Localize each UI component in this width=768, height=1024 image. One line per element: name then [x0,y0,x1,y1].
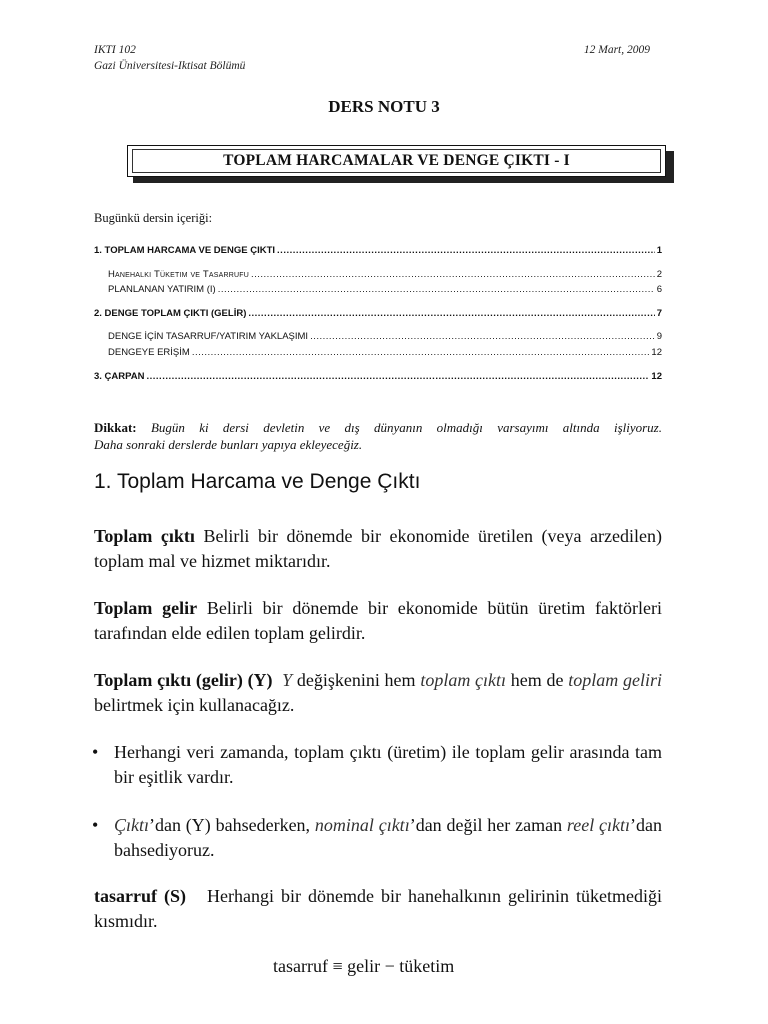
definition-y-variable [94,668,662,718]
boxed-title: TOPLAM HARCAMALAR VE DENGE ÇIKTI - I [132,149,661,173]
course-code: IKTI 102 [94,44,136,56]
saving-equation: tasarruf ≡ gelir − tüketim [273,956,455,976]
italic-term: toplam çıktı [420,670,507,690]
text-part: belirtmek için kullanacağız. [94,695,295,715]
toc-leader [310,331,655,342]
date: 12 Mart, 2009 [583,44,650,56]
text-part: ’dan değil her zaman [409,815,563,835]
italic-term: nominal çıktı [314,815,410,835]
toc-entry-3[interactable] [94,371,662,382]
bullet-icon: • [92,815,99,835]
intro-text: Bugünkü dersin içeriği: [94,211,213,225]
definition-total-output [94,524,662,574]
note-line-1 [94,419,662,436]
term: Toplam gelir [94,598,198,618]
toc-label: 1. TOPLAM HARCAMA VE DENGE ÇIKTI [94,245,276,256]
bullet-item-1 [92,740,662,790]
toc-entry-2[interactable] [94,308,662,319]
toc-page: 12 [651,347,662,358]
term: tasarruf (S) [94,886,186,906]
y-symbol: Y [282,670,293,690]
toc-leader [251,269,655,280]
text-part: hem de [510,670,564,690]
toc-label: 3. ÇARPAN [94,371,145,382]
bullet-item-2 [92,813,662,863]
toc-label: PLANLANAN YATIRIM (I) [108,284,216,295]
toc-page: 12 [651,371,662,382]
toc-label: DENGE İÇİN TASARRUF/YATIRIM YAKLAŞIMI [108,331,309,342]
doc-title: DERS NOTU 3 [328,97,440,116]
toc-leader [277,245,655,256]
toc-page: 2 [656,269,662,280]
toc-entry-2a[interactable] [108,331,662,342]
toc-entry-2b[interactable] [108,347,662,358]
toc-page: 7 [656,308,662,319]
section-heading: 1. Toplam Harcama ve Denge Çıktı [94,470,421,493]
toc-leader [147,371,650,382]
toc-leader [192,347,650,358]
definition-text: Herhangi bir dönemde bir hanehalkının gelirinin tüketmediği kısmıdır. [94,886,663,931]
text-part: ’dan (Y) bahsederken, [149,815,311,835]
toc-label: Hanehalkı Tüketim ve Tasarrufu [108,269,249,280]
note-text-2: Daha sonraki derslerde bunları yapıya ekleyeceğiz. [94,437,363,452]
definition-total-income [94,596,662,646]
bullet-text [114,813,662,863]
toc-page: 1 [656,245,662,256]
italic-term: reel çıktı [566,815,631,835]
text-part: ’dan bahsediyoruz. [114,815,663,860]
bullet-icon: • [92,742,99,762]
toc-entry-1a[interactable] [108,269,662,280]
toc-entry-1[interactable] [94,245,662,256]
toc-label: DENGEYE ERİŞİM [108,347,190,358]
italic-term: Çıktı [114,815,149,835]
term: Toplam çıktı (gelir) (Y) [94,670,273,690]
toc-page: 9 [656,331,662,342]
definition-saving [94,884,662,934]
term: Toplam çıktı [94,526,195,546]
toc-leader [248,308,654,319]
toc-page: 6 [656,284,662,295]
toc-entry-1b[interactable] [108,284,662,295]
bullet-text: Herhangi veri zamanda, toplam çıktı (üretim) ile toplam gelir arasında tam bir eşitlik vardır. [114,742,662,787]
department: Gazi Üniversitesi-Iktisat Bölümü [94,60,246,72]
note-label: Dikkat: [94,420,137,435]
toc-label: 2. DENGE TOPLAM ÇIKTI (GELİR) [94,308,247,319]
note-text-1: Bugün ki dersi devletin ve dış dünyanın olmadığı varsayımı altında işliyoruz. [150,420,662,435]
text-part: değişkenini hem [296,670,416,690]
definition-text: Belirli bir dönemde bir ekonomide üretilen (veya arzedilen) toplam mal ve hizmet miktarıdır. [94,526,663,571]
definition-text: Belirli bir dönemde bir ekonomide bütün üretim faktörleri tarafından elde edilen toplam gelirdir. [94,598,662,643]
italic-term: toplam geliri [568,670,663,690]
title-box [127,145,666,177]
toc-leader [218,284,655,295]
